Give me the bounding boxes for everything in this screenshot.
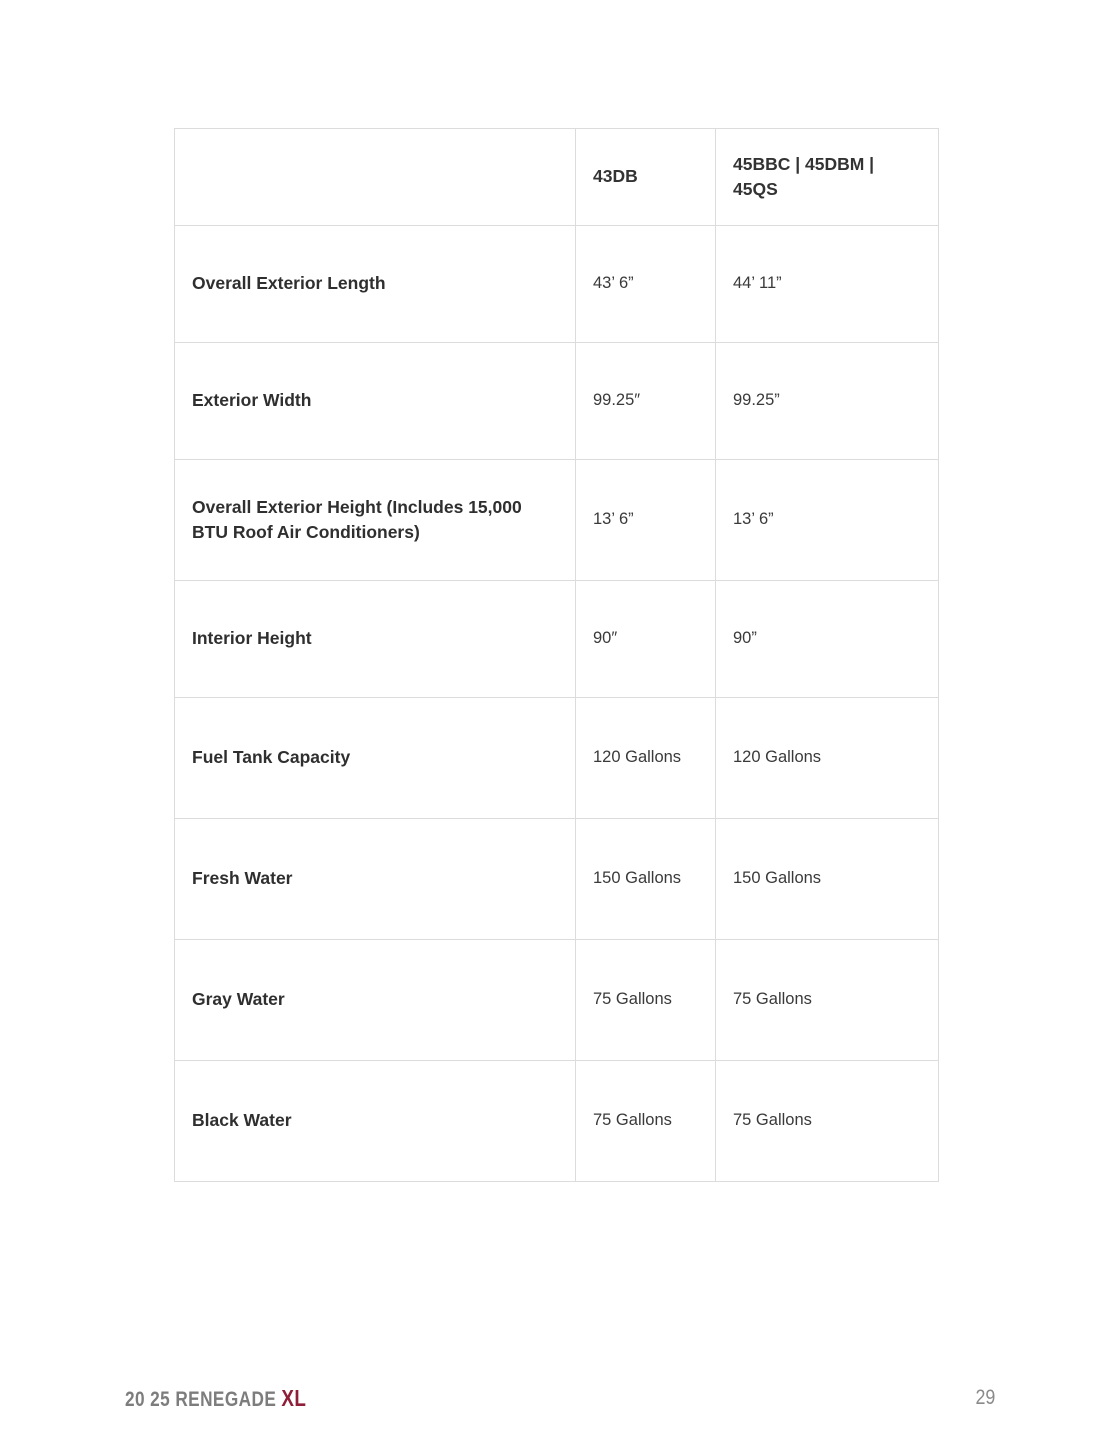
footer-brand bbox=[125, 1385, 306, 1412]
specifications-table-container bbox=[174, 128, 938, 1182]
row-label-gray-water: Gray Water bbox=[175, 940, 576, 1061]
table-row bbox=[175, 581, 939, 698]
cell-43db-fuel-tank-capacity: 120 Gallons bbox=[576, 698, 716, 819]
cell-43db-exterior-width: 99.25″ bbox=[576, 343, 716, 460]
row-label-overall-exterior-height: Overall Exterior Height (Includes 15,000 BTU Roof Air Conditioners) bbox=[175, 460, 576, 581]
table-body bbox=[175, 226, 939, 1182]
table-row bbox=[175, 940, 939, 1061]
table-header bbox=[175, 129, 939, 226]
cell-43db-overall-exterior-height: 13’ 6” bbox=[576, 460, 716, 581]
cell-45-fresh-water: 150 Gallons bbox=[716, 819, 939, 940]
row-label-overall-exterior-length: Overall Exterior Length bbox=[175, 226, 576, 343]
table-row bbox=[175, 460, 939, 581]
table-row bbox=[175, 698, 939, 819]
cell-45-black-water: 75 Gallons bbox=[716, 1061, 939, 1182]
row-label-fresh-water: Fresh Water bbox=[175, 819, 576, 940]
column-header-43db: 43DB bbox=[576, 129, 716, 226]
cell-43db-black-water: 75 Gallons bbox=[576, 1061, 716, 1182]
cell-43db-fresh-water: 150 Gallons bbox=[576, 819, 716, 940]
cell-45-overall-exterior-length: 44’ 11” bbox=[716, 226, 939, 343]
cell-43db-gray-water: 75 Gallons bbox=[576, 940, 716, 1061]
cell-45-gray-water: 75 Gallons bbox=[716, 940, 939, 1061]
table-header-row bbox=[175, 129, 939, 226]
cell-45-overall-exterior-height: 13’ 6” bbox=[716, 460, 939, 581]
table-row bbox=[175, 1061, 939, 1182]
footer-brand-model: XL bbox=[281, 1385, 307, 1411]
table-row bbox=[175, 226, 939, 343]
column-header-45-models: 45BBC | 45DBM | 45QS bbox=[716, 129, 939, 226]
table-row bbox=[175, 343, 939, 460]
cell-43db-overall-exterior-length: 43’ 6” bbox=[576, 226, 716, 343]
page-number: 29 bbox=[975, 1386, 995, 1409]
column-header-blank bbox=[175, 129, 576, 226]
row-label-black-water: Black Water bbox=[175, 1061, 576, 1182]
row-label-exterior-width: Exterior Width bbox=[175, 343, 576, 460]
row-label-fuel-tank-capacity: Fuel Tank Capacity bbox=[175, 698, 576, 819]
row-label-interior-height: Interior Height bbox=[175, 581, 576, 698]
table-row bbox=[175, 819, 939, 940]
cell-45-exterior-width: 99.25” bbox=[716, 343, 939, 460]
specifications-table bbox=[174, 128, 939, 1182]
cell-43db-interior-height: 90″ bbox=[576, 581, 716, 698]
footer-brand-year: 20 25 RENEGADE bbox=[125, 1388, 282, 1411]
cell-45-fuel-tank-capacity: 120 Gallons bbox=[716, 698, 939, 819]
cell-45-interior-height: 90” bbox=[716, 581, 939, 698]
